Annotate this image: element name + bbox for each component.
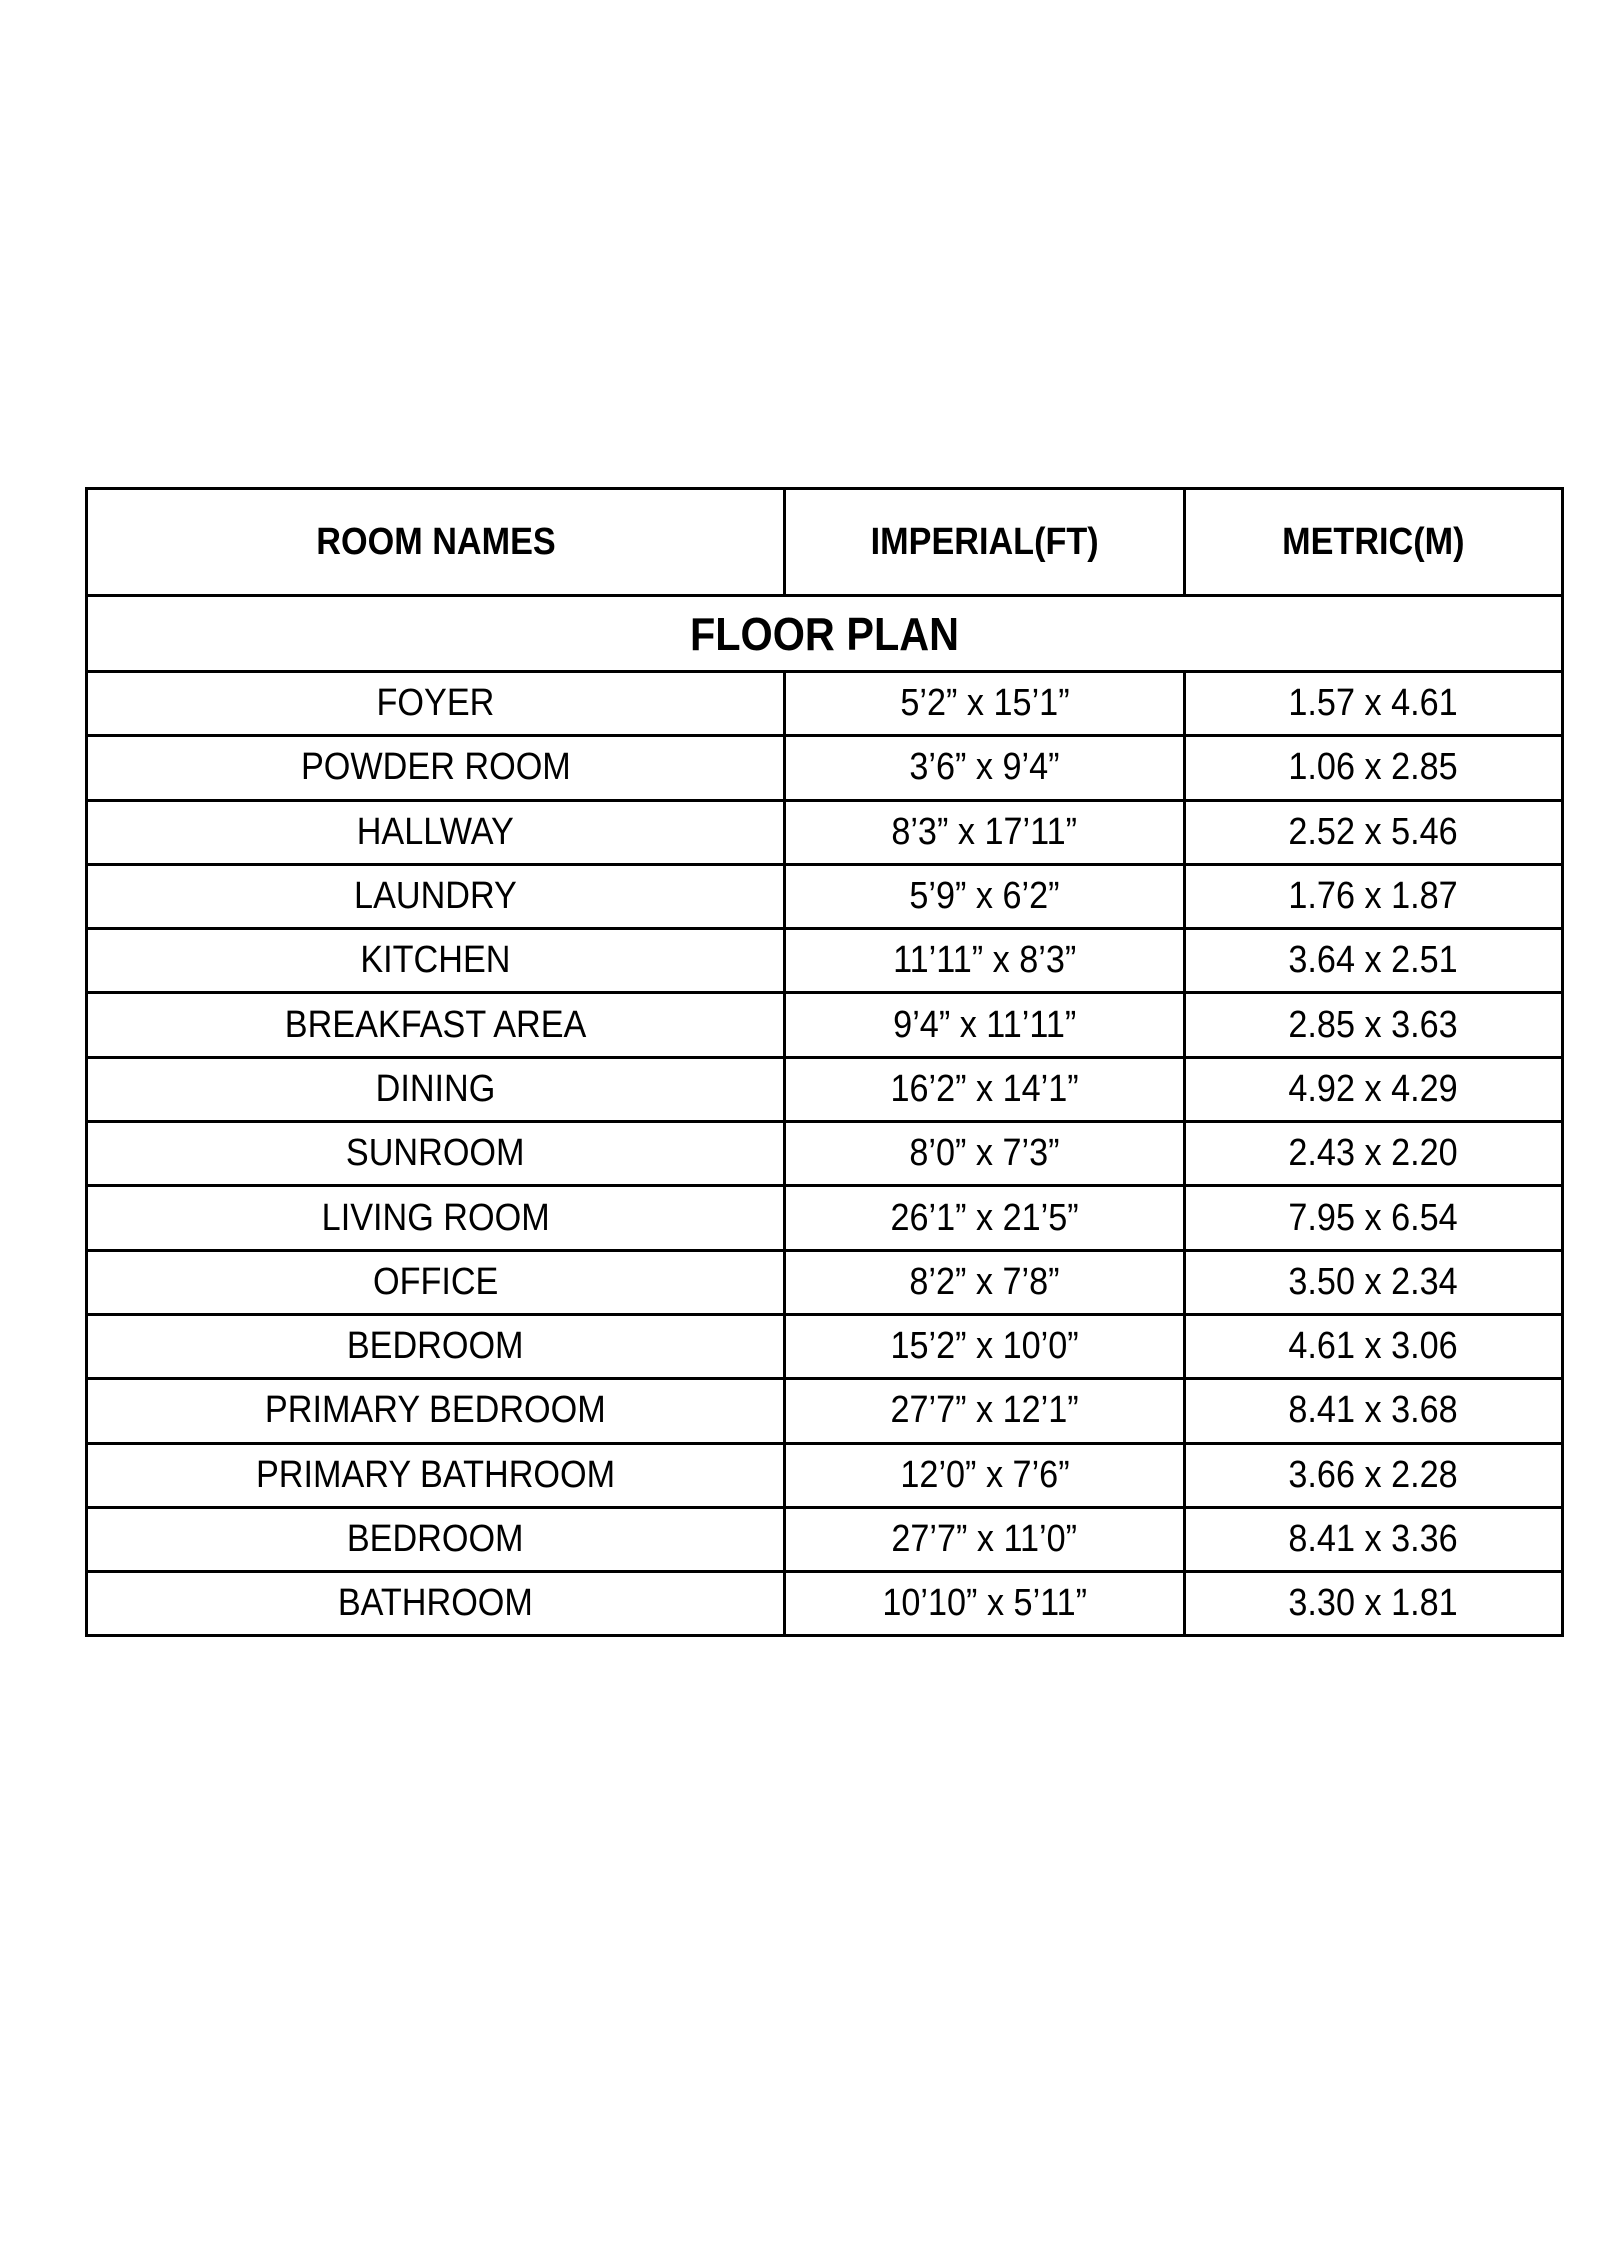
imperial-cell-text: 3’6” x 9’4”	[909, 746, 1060, 789]
imperial-cell	[785, 1379, 1185, 1443]
metric-cell	[1185, 1122, 1563, 1186]
metric-cell	[1185, 1057, 1563, 1121]
imperial-cell-text: 12’0” x 7’6”	[899, 1453, 1070, 1496]
imperial-cell-text: 10’10” x 5’11”	[882, 1582, 1087, 1625]
room-name-cell-text: BATHROOM	[337, 1582, 534, 1625]
table-row	[87, 736, 1563, 800]
metric-cell	[1185, 1443, 1563, 1507]
room-name-cell	[87, 1186, 785, 1250]
metric-cell-text: 4.61 x 3.06	[1288, 1325, 1459, 1368]
table-row	[87, 1186, 1563, 1250]
room-name-cell	[87, 1507, 785, 1571]
metric-cell-text: 1.76 x 1.87	[1288, 875, 1459, 918]
section-title	[87, 596, 1563, 672]
room-name-cell	[87, 864, 785, 928]
table-row	[87, 1057, 1563, 1121]
room-name-cell	[87, 1057, 785, 1121]
room-name-cell	[87, 736, 785, 800]
imperial-cell	[785, 864, 1185, 928]
metric-cell	[1185, 1314, 1563, 1378]
header-metric	[1185, 489, 1563, 596]
metric-cell	[1185, 929, 1563, 993]
room-name-cell	[87, 1250, 785, 1314]
metric-cell-text: 2.43 x 2.20	[1288, 1132, 1459, 1175]
metric-cell	[1185, 1186, 1563, 1250]
metric-cell-text: 2.85 x 3.63	[1288, 1003, 1459, 1046]
table-row	[87, 1507, 1563, 1571]
imperial-cell-text: 15’2” x 10’0”	[890, 1325, 1079, 1368]
imperial-cell-text: 8’3” x 17’11”	[891, 810, 1078, 853]
header-imperial	[785, 489, 1185, 596]
room-name-cell-text: DINING	[375, 1067, 496, 1110]
room-name-cell-text: POWDER ROOM	[300, 746, 571, 789]
metric-cell	[1185, 1250, 1563, 1314]
metric-cell	[1185, 864, 1563, 928]
table-row	[87, 929, 1563, 993]
room-name-cell-text: FOYER	[376, 682, 495, 725]
metric-cell-text: 3.30 x 1.81	[1288, 1582, 1459, 1625]
section-title-text: FLOOR PLAN	[689, 607, 960, 660]
room-name-cell	[87, 800, 785, 864]
imperial-cell	[785, 1314, 1185, 1378]
table-row	[87, 1250, 1563, 1314]
table-row	[87, 1572, 1563, 1636]
room-name-cell	[87, 1379, 785, 1443]
room-name-cell-text: SUNROOM	[346, 1132, 525, 1175]
section-row	[87, 596, 1563, 672]
imperial-cell-text: 8’2” x 7’8”	[909, 1260, 1060, 1303]
room-name-cell-text: PRIMARY BEDROOM	[265, 1389, 606, 1432]
room-name-cell-text: KITCHEN	[360, 939, 511, 982]
room-name-cell	[87, 672, 785, 736]
metric-cell-text: 4.92 x 4.29	[1288, 1067, 1459, 1110]
imperial-cell	[785, 1507, 1185, 1571]
metric-cell	[1185, 672, 1563, 736]
room-name-cell	[87, 993, 785, 1057]
room-name-cell	[87, 1122, 785, 1186]
imperial-cell	[785, 1122, 1185, 1186]
metric-cell-text: 1.57 x 4.61	[1288, 682, 1459, 725]
imperial-cell	[785, 800, 1185, 864]
imperial-cell	[785, 993, 1185, 1057]
room-dimensions-table	[85, 487, 1564, 1637]
metric-cell-text: 3.64 x 2.51	[1288, 939, 1459, 982]
metric-cell	[1185, 736, 1563, 800]
room-name-cell	[87, 1314, 785, 1378]
metric-cell-text: 2.52 x 5.46	[1288, 810, 1459, 853]
room-name-cell-text: PRIMARY BATHROOM	[255, 1453, 616, 1496]
imperial-cell-text: 11’11” x 8’3”	[892, 939, 1077, 982]
room-name-cell	[87, 1443, 785, 1507]
imperial-cell-text: 27’7” x 11’0”	[891, 1518, 1078, 1560]
room-name-cell	[87, 929, 785, 993]
metric-cell	[1185, 1572, 1563, 1636]
metric-cell-text: 8.41 x 3.36	[1288, 1518, 1459, 1560]
metric-cell	[1185, 1507, 1563, 1571]
imperial-cell	[785, 1572, 1185, 1636]
metric-cell-text: 8.41 x 3.68	[1288, 1389, 1459, 1432]
table-row	[87, 1379, 1563, 1443]
room-name-cell-text: LIVING ROOM	[321, 1196, 550, 1239]
metric-cell-text: 1.06 x 2.85	[1288, 746, 1459, 789]
table-row	[87, 864, 1563, 928]
metric-cell-text: 7.95 x 6.54	[1288, 1196, 1459, 1239]
imperial-cell	[785, 672, 1185, 736]
imperial-cell	[785, 1057, 1185, 1121]
room-name-cell-text: BEDROOM	[347, 1518, 524, 1560]
metric-cell-text: 3.50 x 2.34	[1288, 1260, 1459, 1303]
metric-cell	[1185, 800, 1563, 864]
header-label: IMPERIAL(FT)	[870, 520, 1099, 563]
room-name-cell-text: HALLWAY	[356, 810, 515, 853]
table-row	[87, 800, 1563, 864]
metric-cell-text: 3.66 x 2.28	[1288, 1453, 1459, 1496]
imperial-cell-text: 16’2” x 14’1”	[890, 1067, 1079, 1110]
imperial-cell	[785, 1443, 1185, 1507]
imperial-cell-text: 5’9” x 6’2”	[909, 875, 1060, 918]
table-row	[87, 1122, 1563, 1186]
imperial-cell-text: 5’2” x 15’1”	[899, 682, 1070, 725]
imperial-cell	[785, 1250, 1185, 1314]
header-room-names	[87, 489, 785, 596]
imperial-cell-text: 26’1” x 21’5”	[890, 1196, 1079, 1239]
room-name-cell-text: LAUNDRY	[354, 875, 517, 918]
imperial-cell-text: 8’0” x 7’3”	[909, 1132, 1060, 1175]
imperial-cell	[785, 736, 1185, 800]
table-row	[87, 1314, 1563, 1378]
imperial-cell-text: 27’7” x 12’1”	[890, 1389, 1079, 1432]
header-label: METRIC(M)	[1282, 520, 1465, 563]
table-row	[87, 993, 1563, 1057]
metric-cell	[1185, 993, 1563, 1057]
imperial-cell	[785, 929, 1185, 993]
room-name-cell-text: OFFICE	[372, 1260, 499, 1303]
imperial-cell	[785, 1186, 1185, 1250]
room-name-cell-text: BREAKFAST AREA	[284, 1003, 587, 1046]
table-header-row	[87, 489, 1563, 596]
table-row	[87, 1443, 1563, 1507]
room-name-cell	[87, 1572, 785, 1636]
header-label: ROOM NAMES	[315, 520, 556, 563]
imperial-cell-text: 9’4” x 11’11”	[892, 1003, 1077, 1046]
metric-cell	[1185, 1379, 1563, 1443]
room-name-cell-text: BEDROOM	[347, 1325, 524, 1368]
table-row	[87, 672, 1563, 736]
